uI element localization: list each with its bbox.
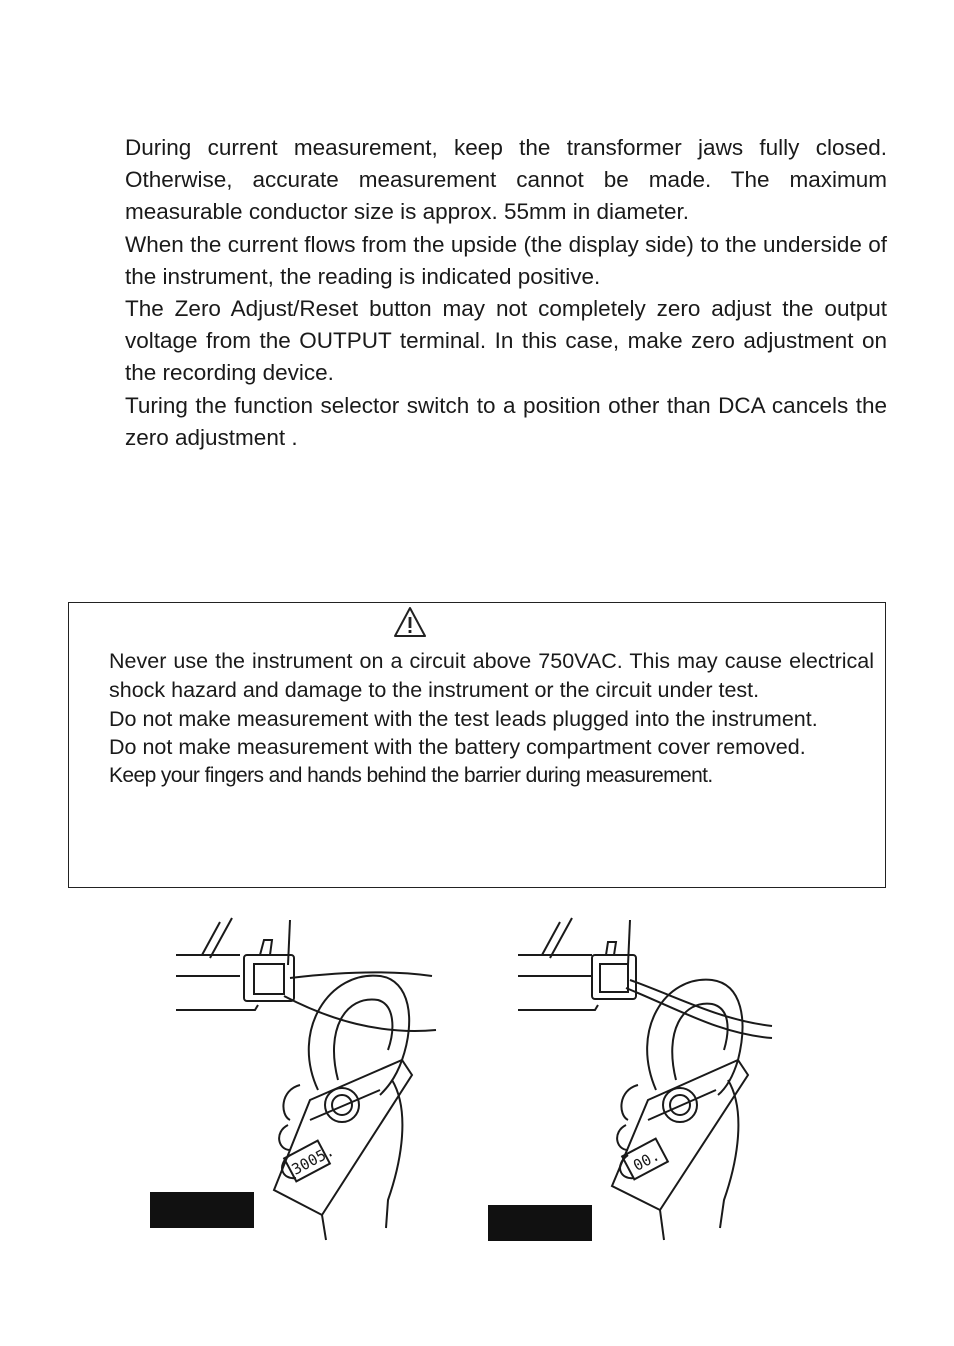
figure-label-single [150, 1192, 254, 1228]
clamp-display-reading: 3005. [288, 1141, 338, 1179]
warning-triangle-icon [393, 605, 427, 639]
warning-item: Keep your fingers and hands behind the barrier during measurement. [109, 764, 713, 788]
figure-label-two [488, 1205, 592, 1241]
note-current-direction: When the current flows from the upside (the display side) to the underside of the instrument, the reading is indicated positive. [125, 231, 887, 289]
note-zero-adjust: The Zero Adjust/Reset button may not completely zero adjust the output voltage from the OUTPUT terminal. In this case, make zero adjustment on the recording device. [125, 296, 887, 386]
note-function-selector: Turing the function selector switch to a position other than DCA cancels the zero adjustment . [125, 392, 887, 450]
clamp-display-reading: 00. [630, 1146, 663, 1175]
measurement-notes [125, 132, 887, 454]
illustration-two-conductors [480, 910, 800, 1250]
warning-box [68, 602, 886, 888]
warning-item: Do not make measurement with the battery compartment cover removed. [109, 735, 806, 760]
note-jaws-closed: During current measurement, keep the transformer jaws fully closed. Otherwise, accurate measurement cannot be made. The maximum measurable conductor size is approx. 55mm in diameter. [125, 135, 887, 225]
warning-item: Do not make measurement with the test leads plugged into the instrument. [109, 706, 818, 731]
warning-item: Never use the instrument on a circuit above 750VAC. This may cause electrical shock hazard and damage to the instrument or the circuit under test. [109, 649, 874, 702]
warning-list [109, 647, 874, 791]
